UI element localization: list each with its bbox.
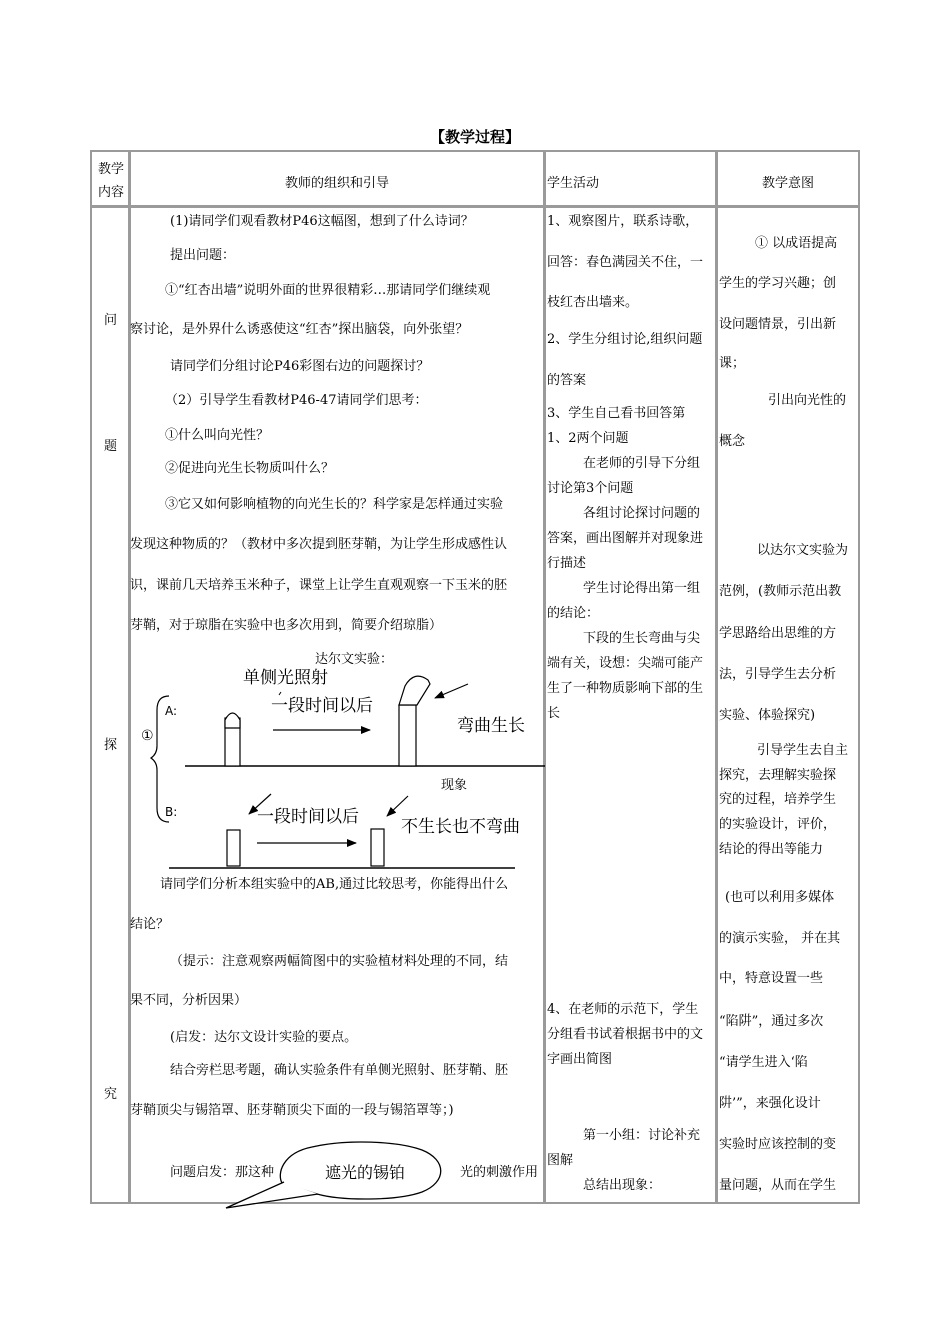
teacher-line: ③它又如何影响植物的向光生长的？科学家是怎样通过实验 <box>165 497 504 512</box>
teacher-line: 光的刺激作用 <box>460 1165 539 1180</box>
intent-line: 学生的学习兴趣；创 <box>719 276 837 291</box>
intent-line: 量问题，从而在学生 <box>719 1178 837 1193</box>
diagram-title: 达尔文实验： <box>315 652 394 667</box>
student-line: 第一小组：讨论补充 <box>583 1128 701 1143</box>
label-a: A: <box>165 704 178 718</box>
teacher-line: 请同学们分组讨论P46彩图右边的问题探讨？ <box>170 359 430 374</box>
header-teacher: 教师的组织和引导 <box>284 176 389 191</box>
coleoptile-b1 <box>227 830 240 866</box>
student-line: 各组讨论探讨问题的 <box>583 506 701 521</box>
teacher-line: 果不同，分析因果） <box>130 993 248 1008</box>
teacher-line: ①“红杏出墙”说明外面的世界很精彩…那请同学们继续观 <box>165 283 491 298</box>
no-grow-label: 不生长也不弯曲 <box>401 817 520 837</box>
intent-line: “陷阱”，通过多次 <box>719 1014 824 1029</box>
coleoptile-a2 <box>399 705 416 766</box>
student-line: 1、观察图片，联系诗歌， <box>547 214 699 229</box>
student-line: 总结出现象： <box>583 1178 662 1193</box>
student-line: 枝红杏出墙来。 <box>547 295 639 310</box>
intent-line: 范例，(教师示范出教 <box>719 584 842 599</box>
intent-line: 设问题情景，引出新 <box>719 317 837 332</box>
student-line: 分组看书试着根据书中的文 <box>547 1027 704 1042</box>
student-line: 答案，画出图解并对现象进 <box>547 531 704 546</box>
darwin-experiment-diagram <box>131 648 545 874</box>
coleoptile-b2 <box>371 829 384 866</box>
student-line: 1、2两个问题 <box>547 431 629 446</box>
light-label: 单侧光照射 <box>243 668 328 688</box>
student-line: 在老师的引导下分组 <box>583 456 701 471</box>
teacher-line: 结合旁栏思考题，确认实验条件有单侧光照射、胚芽鞘、胚 <box>170 1063 509 1078</box>
header-divider <box>92 205 858 208</box>
intent-line: ① 以成语提高 <box>755 236 838 251</box>
student-line: 行描述 <box>547 556 587 571</box>
student-line: 的答案 <box>547 373 587 388</box>
time-label-a: 一段时间以后 <box>271 696 373 716</box>
phenomenon-label: 现象 <box>441 778 468 793</box>
intent-line: 结论的得出等能力 <box>719 842 824 857</box>
teacher-line: 察讨论，是外界什么诱惑使这“红杏”探出脑袋，向外张望？ <box>130 322 469 337</box>
light-arrow-a <box>279 692 281 695</box>
intent-line: 以达尔文实验为 <box>757 543 849 558</box>
label-b: B: <box>165 805 178 819</box>
content-char-1: 问 <box>104 313 118 328</box>
student-line: 长 <box>547 706 561 721</box>
student-line: 的结论： <box>547 606 600 621</box>
callout-text: 遮光的锡铂 <box>325 1163 406 1182</box>
content-char-4: 究 <box>104 1087 118 1102</box>
teacher-line: 结论？ <box>130 917 170 932</box>
teacher-line: 请同学们分析本组实验中的AB,通过比较思考，你能得出什么 <box>160 877 509 892</box>
student-line: 下段的生长弯曲与尖 <box>583 631 701 646</box>
time-label-b: 一段时间以后 <box>257 807 359 827</box>
intent-line: 的演示实验， 并在其 <box>719 931 841 946</box>
intent-line: “请学生进入‘陷 <box>719 1055 808 1070</box>
teacher-line: 问题启发：那这种 <box>170 1165 275 1180</box>
teacher-line: (1)请同学们观看教材P46这幅图，想到了什么诗词？ <box>170 214 474 229</box>
content-char-2: 题 <box>104 439 118 454</box>
intent-line: (也可以利用多媒体 <box>725 890 835 905</box>
header-content-line1: 教学 <box>97 162 124 177</box>
bend-label: 弯曲生长 <box>457 716 525 736</box>
student-line: 生了一种物质影响下部的生 <box>547 681 704 696</box>
coleoptile-a2-bent-tip <box>399 676 430 705</box>
header-student: 学生活动 <box>547 176 600 191</box>
teacher-line: 芽鞘，对于琼脂在实验中也多次用到，简要介绍琼脂） <box>130 618 443 633</box>
intent-line: 课； <box>719 356 746 371</box>
intent-line: 实验、体验探究) <box>719 708 816 723</box>
intent-line: 实验时应该控制的变 <box>719 1137 837 1152</box>
intent-line: 中，特意设置一些 <box>719 971 824 986</box>
intent-line: 的实验设计，评价， <box>719 817 837 832</box>
student-line: 2、学生分组讨论,组织问题 <box>547 332 703 347</box>
content-char-3: 探 <box>104 738 118 753</box>
student-line: 端有关，设想：尖端可能产 <box>547 656 704 671</box>
student-line: 讨论第3个问题 <box>547 481 634 496</box>
student-line: 学生讨论得出第一组 <box>583 581 701 596</box>
callout-bubble <box>222 1138 472 1210</box>
coleoptile-a1-tip <box>225 713 240 728</box>
student-line: 图解 <box>547 1153 574 1168</box>
teacher-line: （2）引导学生看教材P46-47请同学们思考： <box>165 393 428 408</box>
intent-line: 阱’”，来强化设计 <box>719 1096 821 1111</box>
header-content <box>94 158 128 204</box>
intent-line: 究的过程，培养学生 <box>719 792 837 807</box>
teacher-line: (启发：达尔文设计实验的要点。 <box>170 1030 358 1045</box>
intent-line: 引导学生去自主 <box>757 743 849 758</box>
teacher-line: 发现这种物质的？（教材中多次提到胚芽鞘，为让学生形成感性认 <box>130 537 508 552</box>
teacher-line: 识，课前几天培养玉米种子，课堂上让学生直观观察一下玉米的胚 <box>130 578 508 593</box>
num-label: ① <box>141 728 154 744</box>
teacher-line: （提示：注意观察两幅简图中的实验植材料处理的不同，结 <box>170 954 509 969</box>
teacher-line: 提出问题： <box>170 248 236 263</box>
student-line: 3、学生自己看书回答第 <box>547 406 686 421</box>
intent-line: 概念 <box>719 434 746 449</box>
student-line: 4、在老师的示范下，学生 <box>547 1002 699 1017</box>
light-arrow-a2 <box>435 684 468 698</box>
teacher-line: ①什么叫向光性？ <box>165 428 270 443</box>
light-arrow-b2 <box>387 796 408 816</box>
intent-line: 探究，去理解实验探 <box>719 768 837 783</box>
intent-line: 法，引导学生去分析 <box>719 667 837 682</box>
page-title: 【教学过程】 <box>429 128 520 146</box>
header-intent: 教学意图 <box>761 176 814 191</box>
teacher-line: ②促进向光生长物质叫什么？ <box>165 461 335 476</box>
column-divider-3 <box>715 152 718 1202</box>
student-line: 字画出简图 <box>547 1052 613 1067</box>
intent-line: 学思路给出思维的方 <box>719 626 837 641</box>
intent-line: 引出向光性的 <box>768 393 847 408</box>
student-line: 回答：春色满园关不住，一 <box>547 255 704 270</box>
teacher-line: 芽鞘顶尖与锡箔罩、胚芽鞘顶尖下面的一段与锡箔罩等；) <box>130 1103 454 1118</box>
header-content-line2: 内容 <box>97 185 124 200</box>
